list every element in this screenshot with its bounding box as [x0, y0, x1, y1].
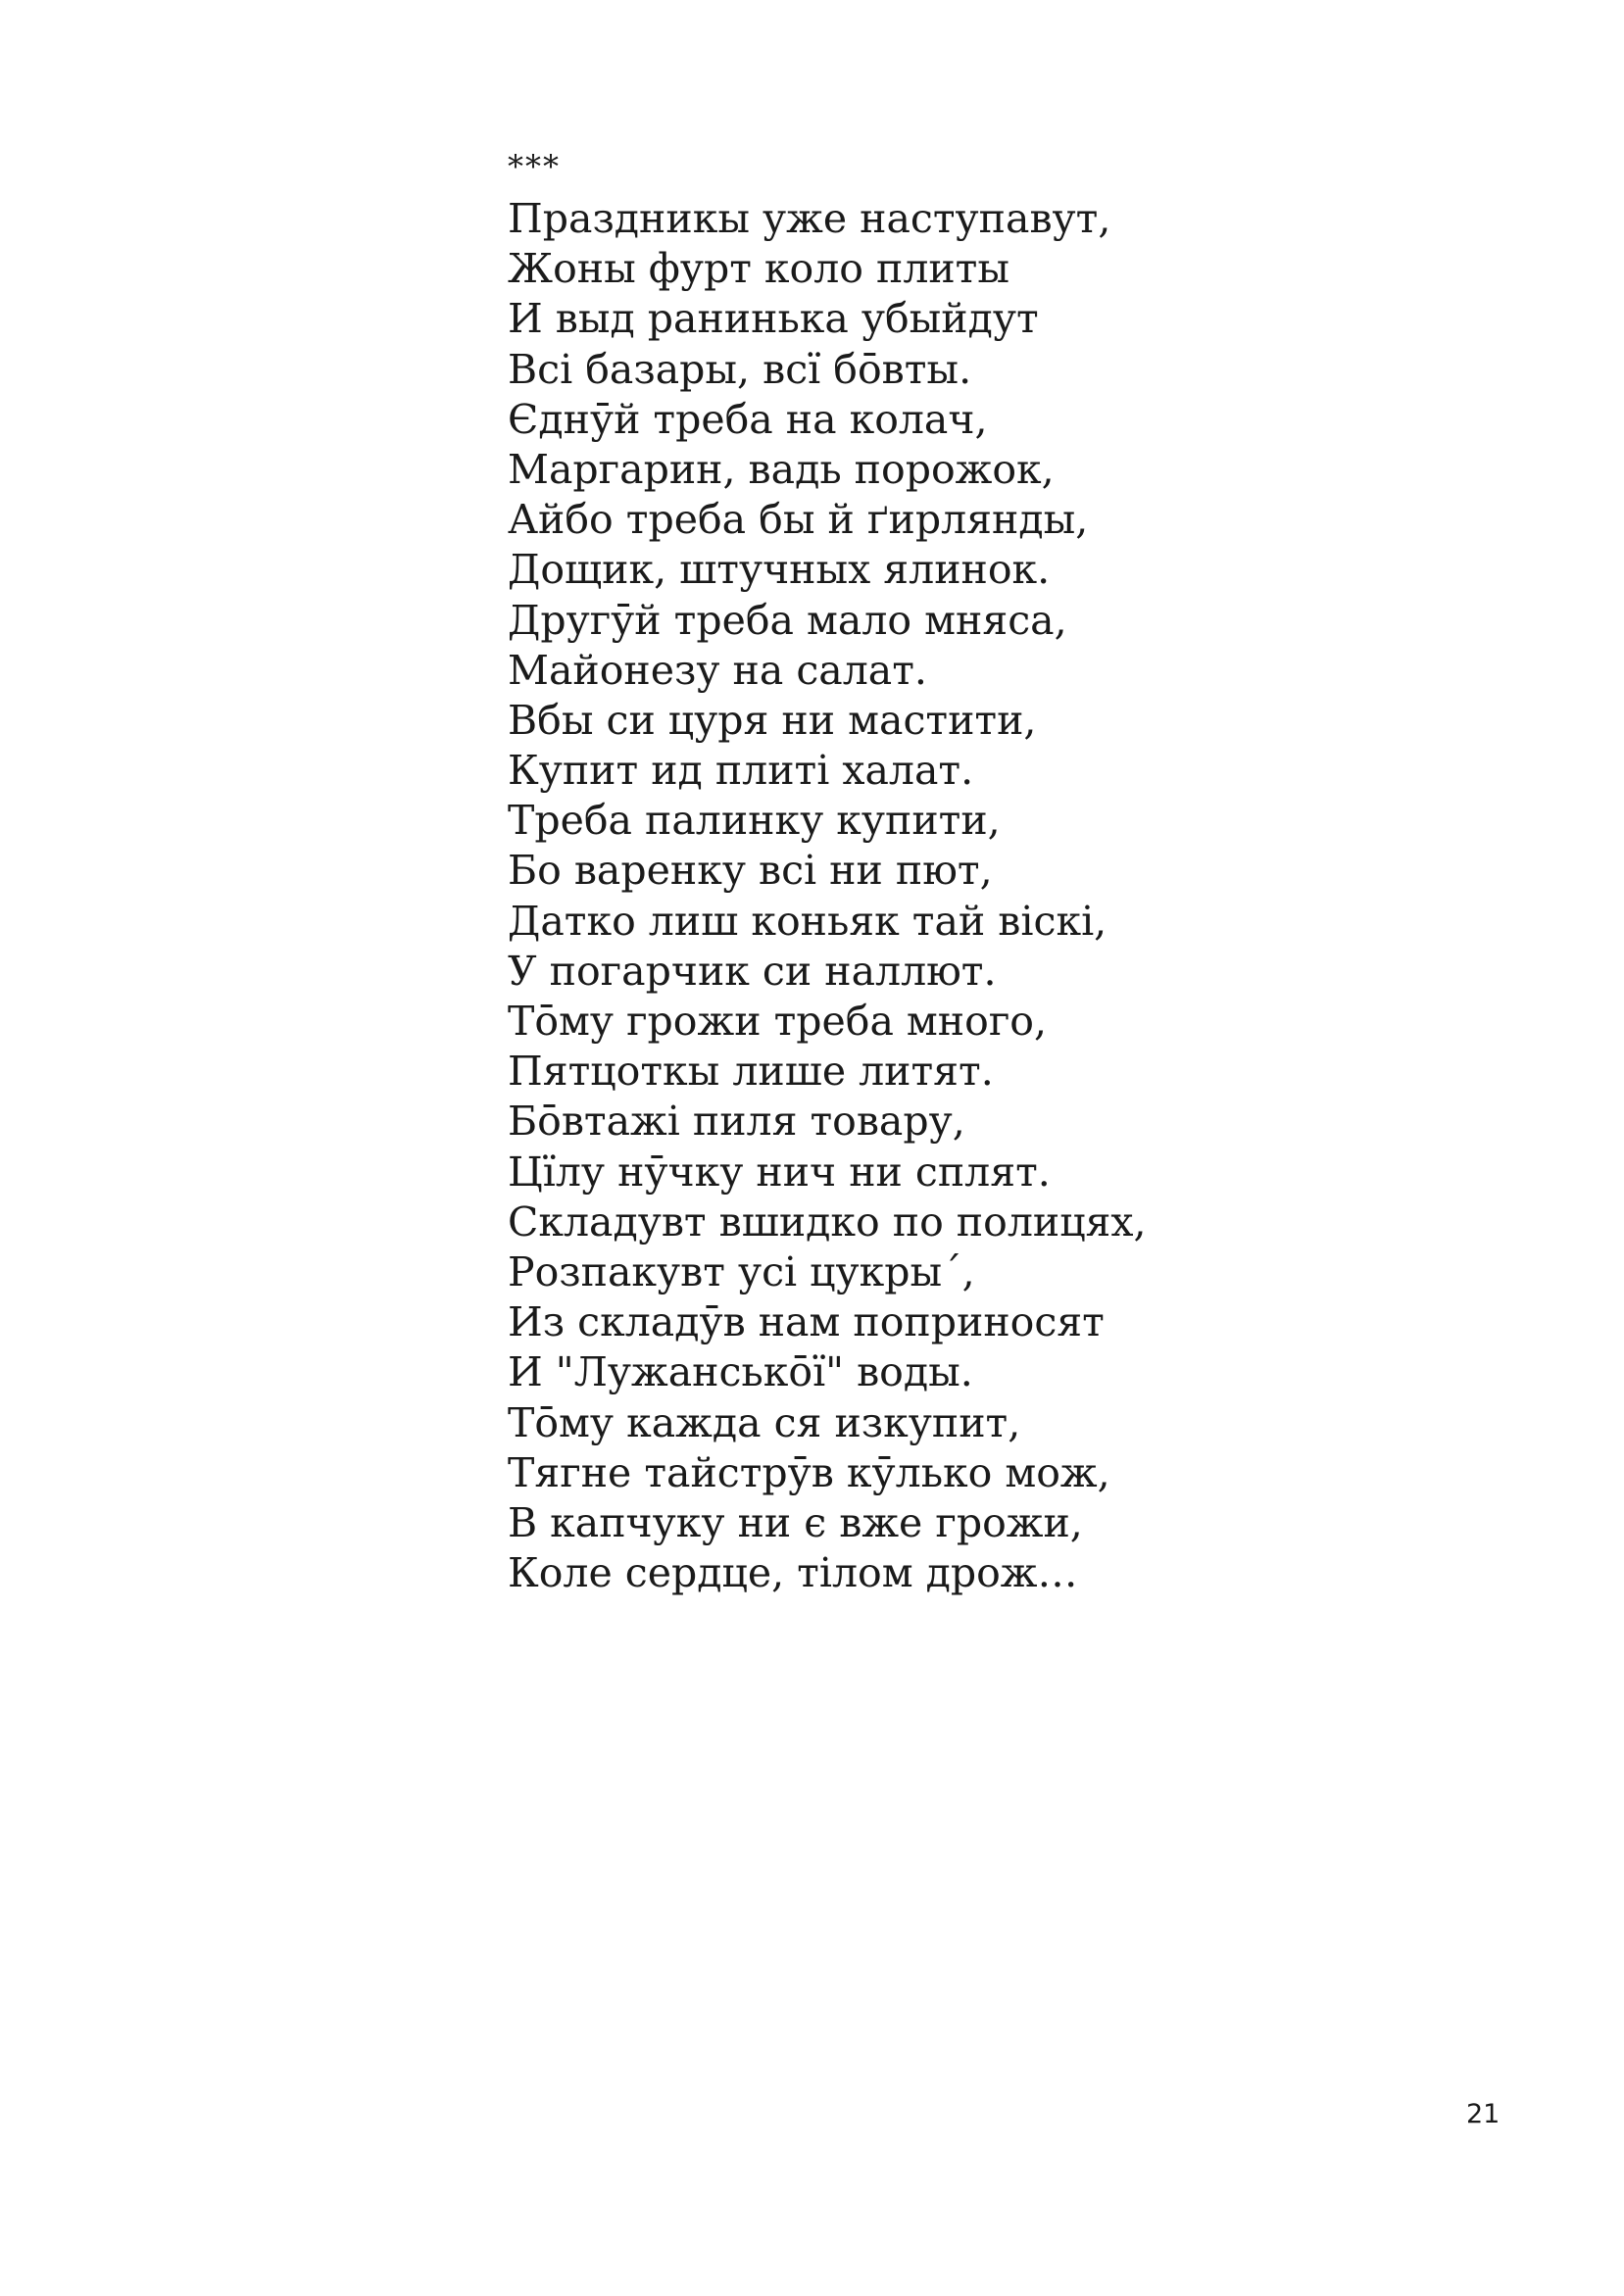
- poem-separator: ***: [508, 148, 561, 185]
- poem-line: Всі базары, всї бо̄вты.: [508, 345, 972, 393]
- poem-line: Бо̄втажі пиля товару,: [508, 1098, 965, 1146]
- poem-line: Дощик, штучных ялинок.: [508, 546, 1051, 594]
- poem: [508, 147, 1390, 1598]
- poem-line: Складувт вшидко по полицях,: [508, 1197, 1147, 1246]
- poem-line: У погарчик си наллют.: [508, 947, 997, 995]
- poem-line: Другӯй треба мало мняса,: [508, 596, 1067, 644]
- poem-line: Праздникы уже наступавут,: [508, 195, 1111, 242]
- poem-line: Вбы си цуря ни мастити,: [508, 696, 1037, 744]
- poem-line: Айбо треба бы й ґирлянды,: [508, 496, 1089, 544]
- poem-line: Єднӯй треба на колач,: [508, 395, 988, 443]
- poem-line: Пятцоткы лише литят.: [508, 1048, 994, 1096]
- poem-line: Цїлу нӯчку нич ни сплят.: [508, 1148, 1051, 1196]
- poem-line: Тягне тайстрӯв кӯлько мож,: [508, 1448, 1110, 1496]
- poem-line: Из складӯв нам поприносят: [508, 1298, 1105, 1346]
- poem-line: Маргарин, вадь порожок,: [508, 445, 1055, 493]
- poem-lines: [508, 194, 1390, 1598]
- page-number: 21: [1466, 2099, 1501, 2129]
- poem-line: Майонезу на салат.: [508, 646, 927, 694]
- poem-line: То̄му грожи треба много,: [508, 998, 1048, 1045]
- poem-line: Коле сердце, тілом дрож…: [508, 1549, 1078, 1597]
- poem-line: Розпакувт усі цукры´,: [508, 1247, 975, 1295]
- poem-line: И выд ранинька убыйдут: [508, 295, 1039, 343]
- poem-line: То̄му кажда ся изкупит,: [508, 1398, 1021, 1446]
- poem-line: И "Лужанськōї" воды.: [508, 1348, 973, 1396]
- poem-line: Купит ид плиті халат.: [508, 747, 974, 795]
- poem-line: Треба палинку купити,: [508, 797, 1001, 845]
- poem-line: Бо варенку всі ни пют,: [508, 847, 993, 895]
- poem-line: Датко лиш коньяк тай віскі,: [508, 897, 1107, 945]
- poem-line: В капчуку ни є вже грожи,: [508, 1498, 1083, 1546]
- poem-line: Жоны фурт коло плиты: [508, 245, 1009, 293]
